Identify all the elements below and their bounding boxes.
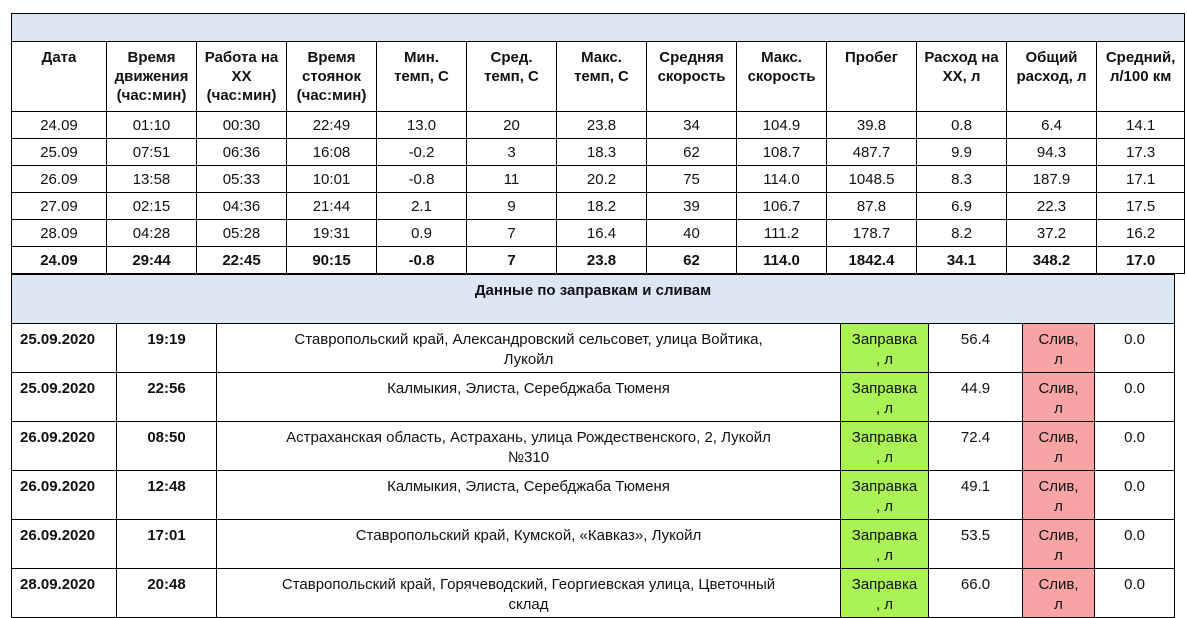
- refill-label: [841, 324, 929, 373]
- table-cell: -0.2: [377, 139, 467, 166]
- text-line: , л: [875, 400, 894, 417]
- table-cell: 14.1: [1097, 112, 1185, 139]
- column-header: [827, 42, 917, 112]
- table-cell: 05:33: [197, 166, 287, 193]
- table-cell: 40: [647, 220, 737, 247]
- table-cell: 04:28: [107, 220, 197, 247]
- fuel-section-title: Данные по заправкам и сливам: [12, 275, 1175, 324]
- table-cell: 8.3: [917, 166, 1007, 193]
- column-header-line: темп, С: [574, 68, 629, 85]
- text-line: л: [1054, 449, 1063, 466]
- table-cell: 28.09: [12, 220, 107, 247]
- fuel-address: [217, 373, 841, 422]
- column-header-line: Сред.: [490, 49, 533, 66]
- text-line: Заправка: [851, 380, 918, 397]
- total-cell: 7: [467, 247, 557, 274]
- total-cell: -0.8: [377, 247, 467, 274]
- column-header-line: темп, С: [394, 68, 449, 85]
- text-line: , л: [875, 596, 894, 613]
- table-cell: 00:30: [197, 112, 287, 139]
- table-cell: 39.8: [827, 112, 917, 139]
- fuel-date: 28.09.2020: [12, 569, 117, 618]
- fuel-date: 26.09.2020: [12, 520, 117, 569]
- drain-value: 0.0: [1095, 422, 1175, 471]
- drain-label: [1023, 422, 1095, 471]
- text-line: Калмыкия, Элиста, Серебджаба Тюменя: [387, 478, 670, 495]
- total-cell: 348.2: [1007, 247, 1097, 274]
- text-line: Ставропольский край, Александровский сельсовет, улица Войтика,: [294, 331, 763, 348]
- column-header-line: Макс.: [761, 49, 802, 66]
- text-line: , л: [875, 547, 894, 564]
- fuel-address: [217, 422, 841, 471]
- fuel-address: [217, 569, 841, 618]
- drain-value: 0.0: [1095, 569, 1175, 618]
- table-cell: 22:49: [287, 112, 377, 139]
- table-cell: 187.9: [1007, 166, 1097, 193]
- column-header: [197, 42, 287, 112]
- text-line: Заправка: [851, 527, 918, 544]
- column-header: [737, 42, 827, 112]
- table-cell: 9: [467, 193, 557, 220]
- text-line: Слив,: [1038, 429, 1079, 446]
- drain-value: 0.0: [1095, 324, 1175, 373]
- column-header-line: Время: [127, 49, 176, 66]
- summary-header-row: [12, 42, 1185, 112]
- drain-label: [1023, 471, 1095, 520]
- total-cell: 23.8: [557, 247, 647, 274]
- table-cell: 106.7: [737, 193, 827, 220]
- table-cell: 07:51: [107, 139, 197, 166]
- total-cell: 22:45: [197, 247, 287, 274]
- column-header-line: расход, л: [1016, 68, 1087, 85]
- text-line: Заправка: [851, 429, 918, 446]
- table-cell: 111.2: [737, 220, 827, 247]
- text-line: л: [1054, 547, 1063, 564]
- drain-label: [1023, 569, 1095, 618]
- refill-value: 49.1: [929, 471, 1023, 520]
- refill-value: 72.4: [929, 422, 1023, 471]
- table-cell: 20.2: [557, 166, 647, 193]
- table-cell: 108.7: [737, 139, 827, 166]
- table-cell: 2.1: [377, 193, 467, 220]
- column-header: [1007, 42, 1097, 112]
- column-header-line: Дата: [41, 49, 77, 66]
- table-cell: 3: [467, 139, 557, 166]
- text-line: Заправка: [851, 478, 918, 495]
- summary-table: [11, 13, 1185, 274]
- fuel-table: [11, 274, 1175, 618]
- table-cell: 11: [467, 166, 557, 193]
- column-header-line: стоянок: [302, 68, 361, 85]
- report: [11, 13, 1174, 618]
- text-line: л: [1054, 400, 1063, 417]
- fuel-time: 08:50: [117, 422, 217, 471]
- text-line: Слив,: [1038, 331, 1079, 348]
- table-cell: 16.2: [1097, 220, 1185, 247]
- fuel-address: [217, 324, 841, 373]
- refill-label: [841, 569, 929, 618]
- text-line: л: [1054, 351, 1063, 368]
- total-row: [12, 247, 1185, 274]
- column-header-line: (час:мин): [116, 87, 187, 104]
- table-cell: 25.09: [12, 139, 107, 166]
- table-cell: 26.09: [12, 166, 107, 193]
- text-line: Слив,: [1038, 478, 1079, 495]
- table-cell: 487.7: [827, 139, 917, 166]
- fuel-row: [12, 373, 1175, 422]
- text-line: Астраханская область, Астрахань, улица Рождественского, 2, Лукойл: [286, 429, 771, 446]
- table-cell: 18.2: [557, 193, 647, 220]
- table-cell: 01:10: [107, 112, 197, 139]
- column-header-line: Мин.: [404, 49, 439, 66]
- table-cell: 178.7: [827, 220, 917, 247]
- table-cell: 21:44: [287, 193, 377, 220]
- table-cell: 13:58: [107, 166, 197, 193]
- text-line: Слив,: [1038, 527, 1079, 544]
- text-line: Калмыкия, Элиста, Серебджаба Тюменя: [387, 380, 670, 397]
- table-cell: 1048.5: [827, 166, 917, 193]
- column-header-line: Пробег: [845, 49, 898, 66]
- refill-value: 53.5: [929, 520, 1023, 569]
- refill-label: [841, 422, 929, 471]
- table-row: [12, 166, 1185, 193]
- table-cell: 02:15: [107, 193, 197, 220]
- table-cell: 94.3: [1007, 139, 1097, 166]
- table-cell: 10:01: [287, 166, 377, 193]
- column-header-line: скорость: [747, 68, 816, 85]
- fuel-date: 25.09.2020: [12, 324, 117, 373]
- table-cell: 17.3: [1097, 139, 1185, 166]
- table-cell: 75: [647, 166, 737, 193]
- column-header-line: Время: [307, 49, 356, 66]
- column-header: [12, 42, 107, 112]
- total-cell: 17.0: [1097, 247, 1185, 274]
- table-cell: 17.5: [1097, 193, 1185, 220]
- total-cell: 62: [647, 247, 737, 274]
- total-cell: 24.09: [12, 247, 107, 274]
- table-cell: 20: [467, 112, 557, 139]
- table-cell: 37.2: [1007, 220, 1097, 247]
- text-line: Слив,: [1038, 380, 1079, 397]
- fuel-row: [12, 471, 1175, 520]
- total-cell: 34.1: [917, 247, 1007, 274]
- table-cell: 114.0: [737, 166, 827, 193]
- text-line: Слив,: [1038, 576, 1079, 593]
- text-line: , л: [875, 351, 894, 368]
- column-header-line: Средняя: [659, 49, 724, 66]
- table-cell: 62: [647, 139, 737, 166]
- table-cell: 34: [647, 112, 737, 139]
- fuel-section-header: [12, 275, 1175, 324]
- column-header: [917, 42, 1007, 112]
- fuel-row: [12, 520, 1175, 569]
- total-cell: 29:44: [107, 247, 197, 274]
- table-cell: 19:31: [287, 220, 377, 247]
- drain-label: [1023, 520, 1095, 569]
- column-header: [107, 42, 197, 112]
- fuel-row: [12, 324, 1175, 373]
- column-header-line: Расход на: [924, 49, 999, 66]
- column-header-line: движения: [114, 68, 189, 85]
- column-header-line: (час:мин): [296, 87, 367, 104]
- column-header-line: л/100 км: [1109, 68, 1172, 85]
- drain-value: 0.0: [1095, 373, 1175, 422]
- table-cell: 87.8: [827, 193, 917, 220]
- fuel-date: 25.09.2020: [12, 373, 117, 422]
- text-line: л: [1054, 596, 1063, 613]
- table-cell: 13.0: [377, 112, 467, 139]
- column-header-line: Макс.: [581, 49, 622, 66]
- refill-value: 56.4: [929, 324, 1023, 373]
- column-header-line: ХХ: [231, 68, 252, 85]
- summary-title-bar: [12, 14, 1185, 42]
- column-header: [647, 42, 737, 112]
- table-row: [12, 220, 1185, 247]
- fuel-time: 17:01: [117, 520, 217, 569]
- column-header-line: скорость: [657, 68, 726, 85]
- table-cell: 27.09: [12, 193, 107, 220]
- table-cell: 06:36: [197, 139, 287, 166]
- text-line: Ставропольский край, Горячеводский, Георгиевская улица, Цветочный: [281, 576, 776, 593]
- text-line: Лукойл: [503, 351, 554, 368]
- total-cell: 90:15: [287, 247, 377, 274]
- table-cell: 22.3: [1007, 193, 1097, 220]
- total-cell: 114.0: [737, 247, 827, 274]
- fuel-row: [12, 569, 1175, 618]
- table-cell: 17.1: [1097, 166, 1185, 193]
- text-line: склад: [508, 596, 549, 613]
- table-cell: 0.8: [917, 112, 1007, 139]
- refill-label: [841, 520, 929, 569]
- table-cell: 05:28: [197, 220, 287, 247]
- drain-label: [1023, 324, 1095, 373]
- column-header-line: ХХ, л: [942, 68, 981, 85]
- column-header: [467, 42, 557, 112]
- table-cell: 8.2: [917, 220, 1007, 247]
- table-cell: 39: [647, 193, 737, 220]
- drain-label: [1023, 373, 1095, 422]
- column-header: [287, 42, 377, 112]
- text-line: Ставропольский край, Кумской, «Кавказ», Лукойл: [355, 527, 702, 544]
- table-cell: 7: [467, 220, 557, 247]
- table-cell: 104.9: [737, 112, 827, 139]
- drain-value: 0.0: [1095, 471, 1175, 520]
- drain-value: 0.0: [1095, 520, 1175, 569]
- fuel-time: 19:19: [117, 324, 217, 373]
- table-cell: 9.9: [917, 139, 1007, 166]
- fuel-address: [217, 471, 841, 520]
- text-line: №310: [507, 449, 550, 466]
- text-line: , л: [875, 498, 894, 515]
- fuel-date: 26.09.2020: [12, 422, 117, 471]
- table-cell: 24.09: [12, 112, 107, 139]
- column-header-line: Работа на: [204, 49, 279, 66]
- fuel-time: 12:48: [117, 471, 217, 520]
- text-line: Заправка: [851, 576, 918, 593]
- fuel-time: 22:56: [117, 373, 217, 422]
- table-row: [12, 193, 1185, 220]
- table-cell: 6.4: [1007, 112, 1097, 139]
- column-header: [557, 42, 647, 112]
- fuel-date: 26.09.2020: [12, 471, 117, 520]
- table-cell: 16.4: [557, 220, 647, 247]
- table-cell: 18.3: [557, 139, 647, 166]
- fuel-row: [12, 422, 1175, 471]
- table-row: [12, 139, 1185, 166]
- text-line: л: [1054, 498, 1063, 515]
- fuel-address: [217, 520, 841, 569]
- column-header-line: Средний,: [1105, 49, 1176, 66]
- table-row: [12, 112, 1185, 139]
- fuel-time: 20:48: [117, 569, 217, 618]
- text-line: , л: [875, 449, 894, 466]
- column-header: [1097, 42, 1185, 112]
- column-header: [377, 42, 467, 112]
- table-cell: -0.8: [377, 166, 467, 193]
- table-cell: 16:08: [287, 139, 377, 166]
- total-cell: 1842.4: [827, 247, 917, 274]
- refill-value: 66.0: [929, 569, 1023, 618]
- column-header-line: Общий: [1025, 49, 1078, 66]
- table-cell: 6.9: [917, 193, 1007, 220]
- refill-value: 44.9: [929, 373, 1023, 422]
- table-cell: 23.8: [557, 112, 647, 139]
- column-header-line: темп, С: [484, 68, 539, 85]
- table-cell: 04:36: [197, 193, 287, 220]
- text-line: Заправка: [851, 331, 918, 348]
- table-cell: 0.9: [377, 220, 467, 247]
- refill-label: [841, 373, 929, 422]
- refill-label: [841, 471, 929, 520]
- column-header-line: (час:мин): [206, 87, 277, 104]
